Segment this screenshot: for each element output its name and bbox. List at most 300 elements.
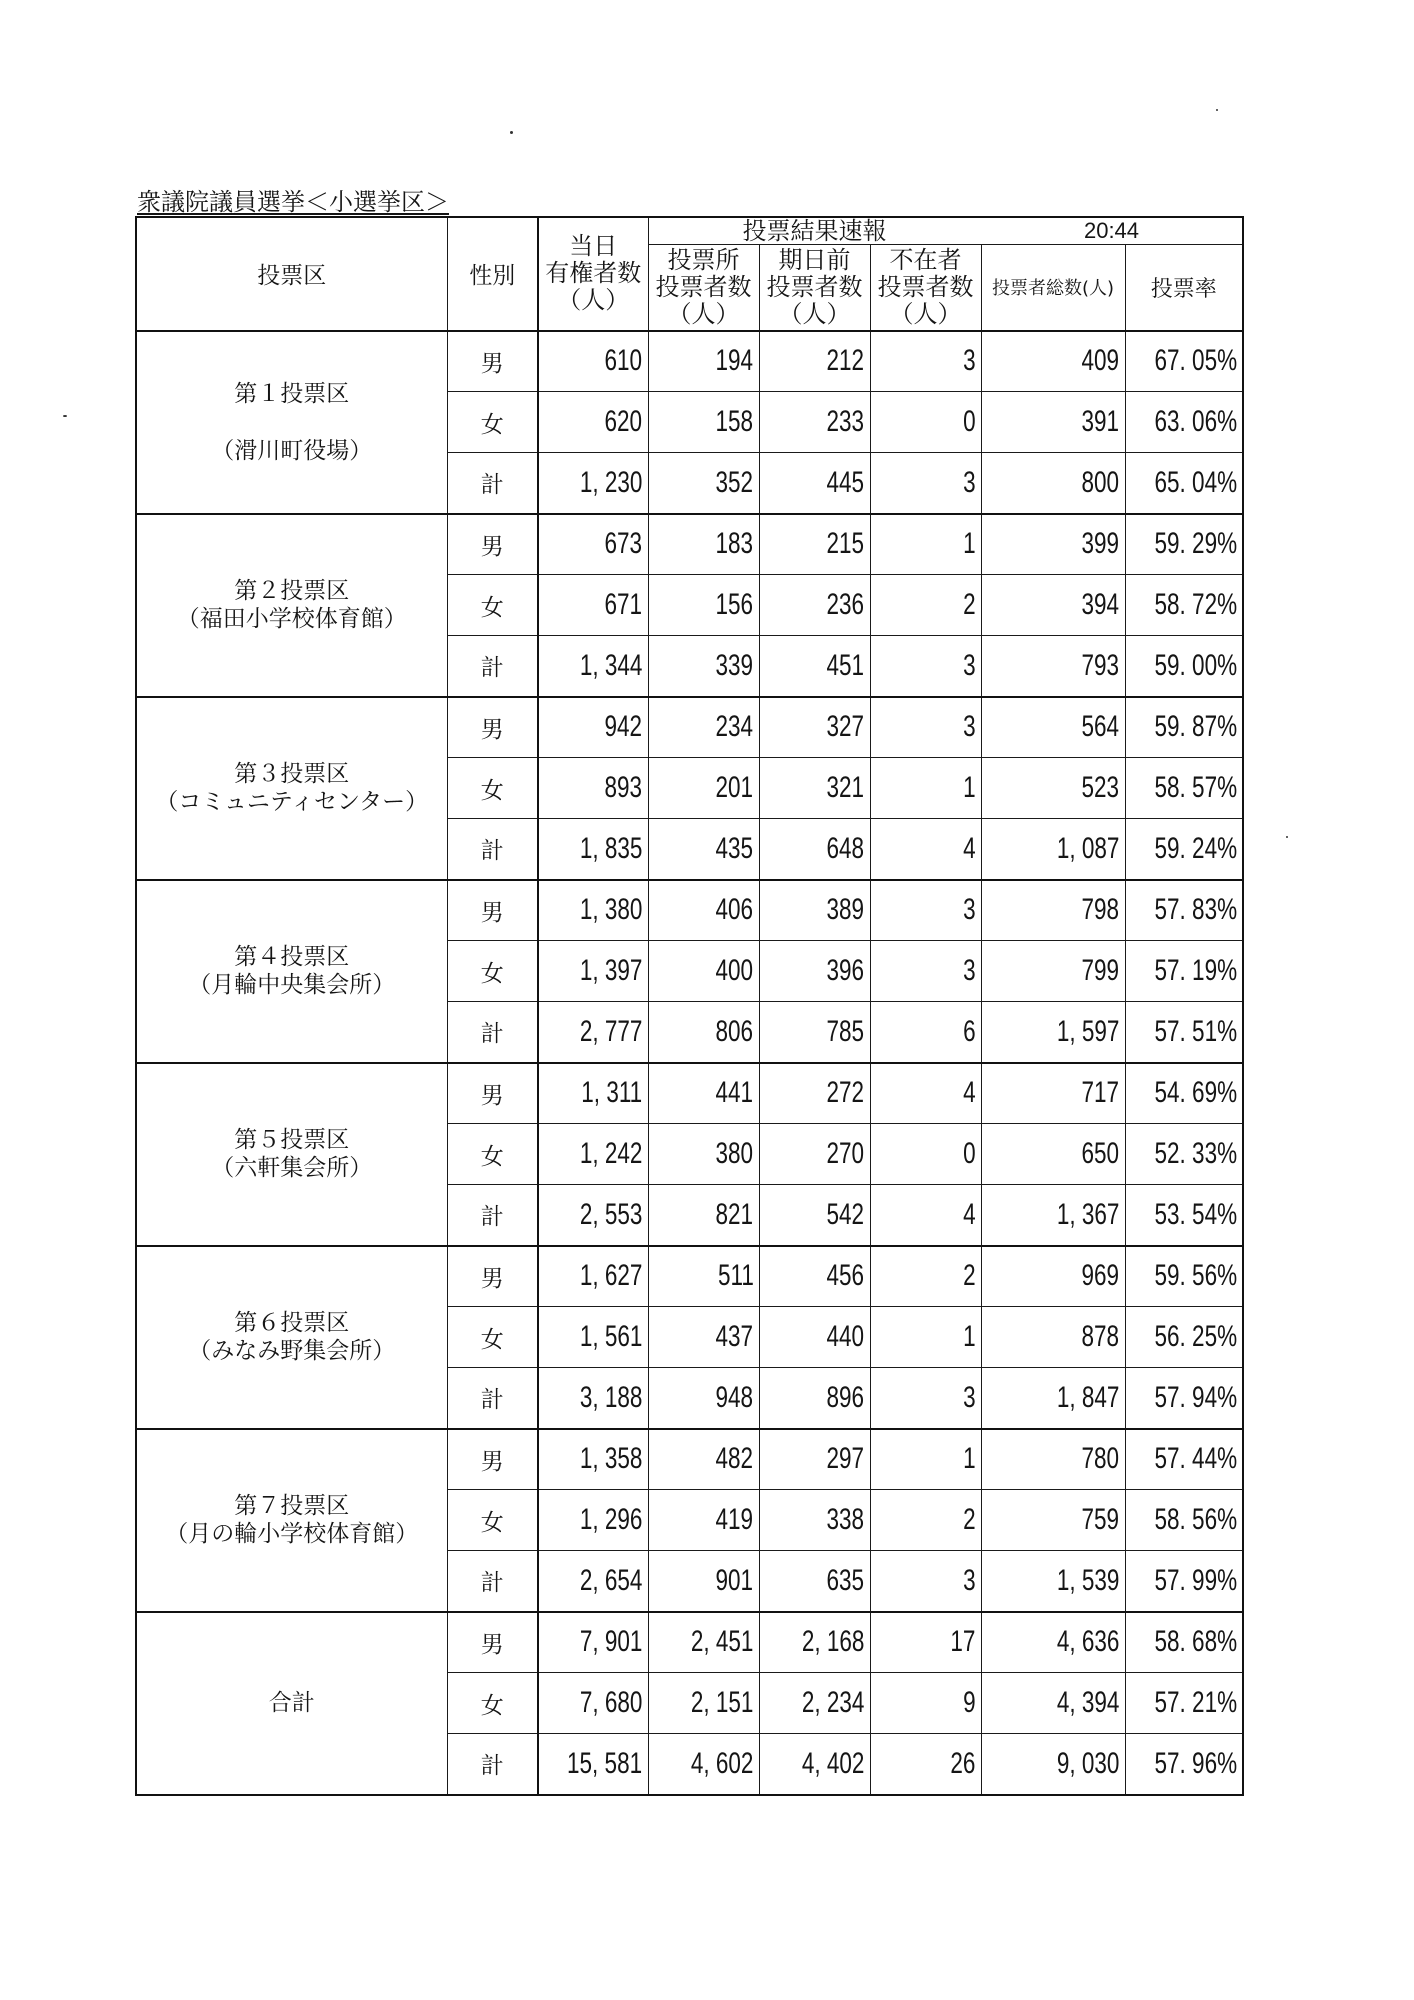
cell-value: 445 [826,465,865,499]
district-name: 第４投票区 [234,944,350,970]
report-time: 20:44 [1083,218,1140,243]
cell-value: 610 [604,344,643,378]
header-line: 投票者数 [766,272,863,301]
cell-value: 194 [715,344,754,378]
cell-value: 59. 00% [1154,648,1238,682]
sex-cell: 男 [447,1246,538,1307]
absentee-voters-cell [870,941,981,1002]
total-voters-cell [981,1185,1125,1246]
header-turnout: 投票率 [1125,245,1243,331]
table-body [136,331,1243,1795]
table-row [136,1612,1243,1673]
turnout-cell [1125,758,1243,819]
cell-value: 1, 296 [579,1503,643,1536]
header-line: （人） [557,286,630,315]
cell-value: 419 [715,1503,754,1536]
sex-cell: 計 [447,636,538,697]
cell-value: 673 [604,527,643,561]
sex-cell: 女 [447,392,538,453]
cell-value: 650 [1081,1137,1120,1170]
cell-value: 821 [715,1197,754,1231]
flash-report-title: 投票結果速報 [742,217,887,245]
polling-place-voters-cell [648,453,759,514]
cell-value: 1, 847 [1056,1380,1120,1414]
cell-value: 339 [715,648,754,682]
table-row [136,1429,1243,1490]
header-total-voters: 投票者総数(人) [981,245,1125,331]
cell-value: 4, 402 [801,1746,865,1780]
absentee-voters-cell [870,1734,981,1795]
cell-value: 3 [962,710,976,744]
header-line: 有権者数 [545,259,642,288]
total-voters-cell [981,1002,1125,1063]
district-cell [136,1246,447,1429]
turnout-cell [1125,941,1243,1002]
header-line: （人） [889,299,962,328]
cell-value: 441 [715,1076,754,1110]
cell-value: 2, 777 [579,1014,643,1048]
absentee-voters-cell [870,819,981,880]
cell-value: 26 [950,1746,976,1780]
sex-cell: 男 [447,880,538,941]
total-voters-cell [981,1246,1125,1307]
early-voters-cell [759,1612,870,1673]
turnout-cell [1125,1246,1243,1307]
total-voters-cell [981,1429,1125,1490]
cell-value: 523 [1081,771,1120,804]
cell-value: 400 [715,954,754,987]
early-voters-cell [759,575,870,636]
absentee-voters-cell [870,697,981,758]
header-line: 期日前 [778,245,851,274]
total-voters-cell [981,575,1125,636]
absentee-voters-cell [870,1673,981,1734]
turnout-cell [1125,697,1243,758]
eligible-voters-cell [538,1246,648,1307]
cell-value: 6 [962,1014,976,1048]
absentee-voters-cell [870,1002,981,1063]
polling-place-voters-cell [648,1551,759,1612]
cell-value: 2, 234 [801,1686,865,1719]
early-voters-cell [759,392,870,453]
turnout-cell [1125,392,1243,453]
absentee-voters-cell [870,453,981,514]
absentee-voters-cell [870,1185,981,1246]
header-eligible-voters [538,217,648,331]
turnout-cell [1125,575,1243,636]
cell-value: 338 [826,1503,865,1536]
cell-value: 2 [962,1259,976,1293]
cell-value: 15, 581 [567,1746,643,1780]
absentee-voters-cell [870,1551,981,1612]
cell-value: 1, 397 [579,954,643,987]
total-voters-cell [981,819,1125,880]
eligible-voters-cell [538,758,648,819]
cell-value: 0 [962,1137,976,1170]
table-row [136,1246,1243,1307]
absentee-voters-cell [870,1368,981,1429]
cell-value: 440 [826,1320,865,1353]
eligible-voters-cell [538,1429,648,1490]
cell-value: 399 [1081,527,1120,561]
cell-value: 297 [826,1442,865,1476]
total-voters-cell [981,1551,1125,1612]
polling-place-voters-cell [648,1673,759,1734]
cell-value: 409 [1081,344,1120,378]
header-line: 投票者数 [655,272,752,301]
district-cell [136,514,447,697]
cell-value: 2, 151 [690,1686,754,1719]
cell-value: 1, 344 [579,648,643,682]
total-label: 合計 [268,1690,315,1716]
cell-value: 635 [826,1563,865,1597]
district-place: （月の輪小学校体育館） [165,1521,419,1547]
early-voters-cell [759,1307,870,1368]
cell-value: 270 [826,1137,865,1170]
cell-value: 793 [1081,648,1120,682]
eligible-voters-cell [538,636,648,697]
early-voters-cell [759,1124,870,1185]
cell-value: 948 [715,1380,754,1414]
turnout-cell [1125,636,1243,697]
cell-value: 1, 597 [1056,1014,1120,1048]
header-district: 投票区 [136,217,447,331]
early-voters-cell [759,758,870,819]
absentee-voters-cell [870,1307,981,1368]
sex-cell: 男 [447,331,538,392]
polling-place-voters-cell [648,1124,759,1185]
sex-cell: 女 [447,1124,538,1185]
sex-cell: 男 [447,1612,538,1673]
polling-place-voters-cell [648,1429,759,1490]
cell-value: 233 [826,405,865,438]
eligible-voters-cell [538,1124,648,1185]
cell-value: 759 [1081,1503,1120,1536]
turnout-cell [1125,514,1243,575]
cell-value: 878 [1081,1320,1120,1353]
turnout-cell [1125,1673,1243,1734]
polling-place-voters-cell [648,697,759,758]
absentee-voters-cell [870,758,981,819]
cell-value: 57. 21% [1154,1686,1238,1719]
cell-value: 648 [826,831,865,865]
results-table-container [135,216,1244,1796]
cell-value: 901 [715,1563,754,1597]
district-place: （みなみ野集会所） [188,1338,396,1364]
eligible-voters-cell [538,1185,648,1246]
cell-value: 1, 835 [579,831,643,865]
total-voters-cell [981,636,1125,697]
cell-value: 896 [826,1380,865,1414]
cell-value: 57. 19% [1154,954,1238,987]
turnout-cell [1125,453,1243,514]
eligible-voters-cell [538,1673,648,1734]
cell-value: 1, 539 [1056,1563,1120,1597]
district-cell [136,697,447,880]
polling-place-voters-cell [648,1185,759,1246]
total-voters-cell [981,758,1125,819]
cell-value: 437 [715,1320,754,1353]
sex-cell: 女 [447,1307,538,1368]
cell-value: 2, 553 [579,1197,643,1231]
cell-value: 57. 94% [1154,1380,1238,1414]
cell-value: 59. 24% [1154,831,1238,865]
turnout-cell [1125,1185,1243,1246]
total-voters-cell [981,880,1125,941]
eligible-voters-cell [538,880,648,941]
cell-value: 57. 99% [1154,1563,1238,1597]
cell-value: 3 [962,648,976,682]
turnout-cell [1125,1734,1243,1795]
eligible-voters-cell [538,941,648,1002]
total-voters-cell [981,1673,1125,1734]
sex-cell: 計 [447,819,538,880]
polling-place-voters-cell [648,575,759,636]
cell-value: 2 [962,588,976,621]
cell-value: 57. 51% [1154,1014,1238,1048]
district-place: （滑川町役場） [211,437,373,464]
turnout-cell [1125,1124,1243,1185]
district-name: 第７投票区 [234,1493,350,1519]
sex-cell: 女 [447,758,538,819]
cell-value: 58. 56% [1154,1503,1238,1536]
cell-value: 52. 33% [1154,1137,1238,1170]
polling-place-voters-cell [648,941,759,1002]
header-flash-report [648,217,1243,245]
cell-value: 1 [962,771,976,804]
cell-value: 4, 394 [1056,1686,1120,1719]
cell-value: 942 [604,710,643,744]
total-voters-cell [981,1307,1125,1368]
sex-cell: 計 [447,1185,538,1246]
polling-place-voters-cell [648,758,759,819]
cell-value: 183 [715,527,754,561]
district-name: 第１投票区 [234,380,350,407]
sex-cell: 計 [447,1002,538,1063]
header-line: 当日 [569,232,618,261]
early-voters-cell [759,1551,870,1612]
cell-value: 67. 05% [1154,344,1238,378]
cell-value: 391 [1081,405,1120,438]
cell-value: 3 [962,1563,976,1597]
district-cell [136,1429,447,1612]
cell-value: 1, 242 [579,1137,643,1170]
eligible-voters-cell [538,1551,648,1612]
polling-place-voters-cell [648,1734,759,1795]
cell-value: 2, 654 [579,1563,643,1597]
early-voters-cell [759,1734,870,1795]
eligible-voters-cell [538,1002,648,1063]
eligible-voters-cell [538,697,648,758]
cell-value: 57. 44% [1154,1442,1238,1476]
header-early-voters [759,245,870,331]
district-name: 第２投票区 [234,578,350,604]
cell-value: 1 [962,1442,976,1476]
cell-value: 4, 636 [1056,1625,1120,1659]
early-voters-cell [759,636,870,697]
header-row [136,217,1243,245]
absentee-voters-cell [870,880,981,941]
cell-value: 2, 451 [690,1625,754,1659]
polling-place-voters-cell [648,636,759,697]
eligible-voters-cell [538,1063,648,1124]
cell-value: 57. 96% [1154,1746,1238,1780]
early-voters-cell [759,1490,870,1551]
district-place: （福田小学校体育館） [176,606,407,632]
polling-place-voters-cell [648,514,759,575]
cell-value: 893 [604,771,643,804]
turnout-cell [1125,1429,1243,1490]
sex-cell: 男 [447,1063,538,1124]
absentee-voters-cell [870,1490,981,1551]
cell-value: 511 [717,1259,754,1293]
cell-value: 4 [962,1076,976,1110]
cell-value: 806 [715,1014,754,1048]
early-voters-cell [759,1185,870,1246]
turnout-cell [1125,1612,1243,1673]
cell-value: 969 [1081,1259,1120,1293]
total-label-cell [136,1612,447,1795]
sex-cell: 女 [447,941,538,1002]
district-name: 第３投票区 [234,761,350,787]
cell-value: 1, 311 [581,1076,643,1110]
early-voters-cell [759,514,870,575]
polling-place-voters-cell [648,819,759,880]
cell-value: 158 [715,405,754,438]
cell-value: 389 [826,893,865,927]
scan-speck [1216,109,1218,111]
polling-place-voters-cell [648,1246,759,1307]
table-header [136,217,1243,331]
total-voters-cell [981,697,1125,758]
cell-value: 380 [715,1137,754,1170]
early-voters-cell [759,1063,870,1124]
cell-value: 1, 367 [1056,1197,1120,1231]
total-voters-cell [981,514,1125,575]
early-voters-cell [759,697,870,758]
cell-value: 1 [962,527,976,561]
eligible-voters-cell [538,453,648,514]
eligible-voters-cell [538,1490,648,1551]
cell-value: 4 [962,831,976,865]
absentee-voters-cell [870,1246,981,1307]
cell-value: 3, 188 [579,1380,643,1414]
cell-value: 65. 04% [1154,465,1238,499]
cell-value: 1, 380 [579,893,643,927]
eligible-voters-cell [538,331,648,392]
absentee-voters-cell [870,392,981,453]
cell-value: 2, 168 [801,1625,865,1659]
district-name: 第６投票区 [234,1310,350,1336]
polling-place-voters-cell [648,1368,759,1429]
turnout-cell [1125,880,1243,941]
cell-value: 785 [826,1014,865,1048]
cell-value: 1, 087 [1056,831,1120,865]
early-voters-cell [759,1246,870,1307]
early-voters-cell [759,1673,870,1734]
cell-value: 394 [1081,588,1120,621]
polling-place-voters-cell [648,1307,759,1368]
cell-value: 620 [604,405,643,438]
cell-value: 3 [962,954,976,987]
sex-cell: 男 [447,514,538,575]
sex-cell: 計 [447,453,538,514]
cell-value: 0 [962,405,976,438]
turnout-cell [1125,819,1243,880]
eligible-voters-cell [538,1368,648,1429]
cell-value: 456 [826,1259,865,1293]
header-polling-place-voters [648,245,759,331]
cell-value: 3 [962,344,976,378]
absentee-voters-cell [870,1612,981,1673]
early-voters-cell [759,819,870,880]
district-name: 第５投票区 [234,1127,350,1153]
cell-value: 3 [962,465,976,499]
header-line: 投票者数 [877,272,974,301]
cell-value: 58. 57% [1154,771,1238,804]
absentee-voters-cell [870,1429,981,1490]
turnout-cell [1125,1063,1243,1124]
cell-value: 215 [826,527,865,561]
cell-value: 272 [826,1076,865,1110]
total-voters-cell [981,1490,1125,1551]
sex-cell: 女 [447,1490,538,1551]
turnout-cell [1125,1307,1243,1368]
eligible-voters-cell [538,575,648,636]
cell-value: 396 [826,954,865,987]
cell-value: 63. 06% [1154,405,1238,438]
cell-value: 236 [826,588,865,621]
total-voters-cell [981,941,1125,1002]
cell-value: 352 [715,465,754,499]
cell-value: 451 [826,648,865,682]
cell-value: 58. 72% [1154,588,1238,621]
cell-value: 59. 56% [1154,1259,1238,1293]
turnout-cell [1125,1490,1243,1551]
cell-value: 327 [826,710,865,744]
cell-value: 54. 69% [1154,1076,1238,1110]
cell-value: 671 [604,588,643,621]
table-row [136,880,1243,941]
header-line: 投票所 [667,245,740,274]
cell-value: 4 [962,1197,976,1231]
total-voters-cell [981,1124,1125,1185]
absentee-voters-cell [870,1124,981,1185]
sex-cell: 男 [447,697,538,758]
early-voters-cell [759,1368,870,1429]
header-sex: 性別 [447,217,538,331]
total-voters-cell [981,1368,1125,1429]
district-place: （コミュニティセンター） [155,789,429,815]
header-line: （人） [667,299,740,328]
election-results-table [135,216,1244,1796]
cell-value: 482 [715,1442,754,1476]
district-place: （月輪中央集会所） [188,972,396,998]
polling-place-voters-cell [648,1612,759,1673]
scan-speck [1286,836,1288,838]
cell-value: 542 [826,1197,865,1231]
cell-value: 212 [826,344,865,378]
cell-value: 1, 561 [579,1320,643,1353]
cell-value: 53. 54% [1154,1197,1238,1231]
sex-cell: 計 [447,1551,538,1612]
cell-value: 798 [1081,893,1120,927]
polling-place-voters-cell [648,880,759,941]
early-voters-cell [759,880,870,941]
total-voters-cell [981,453,1125,514]
absentee-voters-cell [870,331,981,392]
absentee-voters-cell [870,575,981,636]
